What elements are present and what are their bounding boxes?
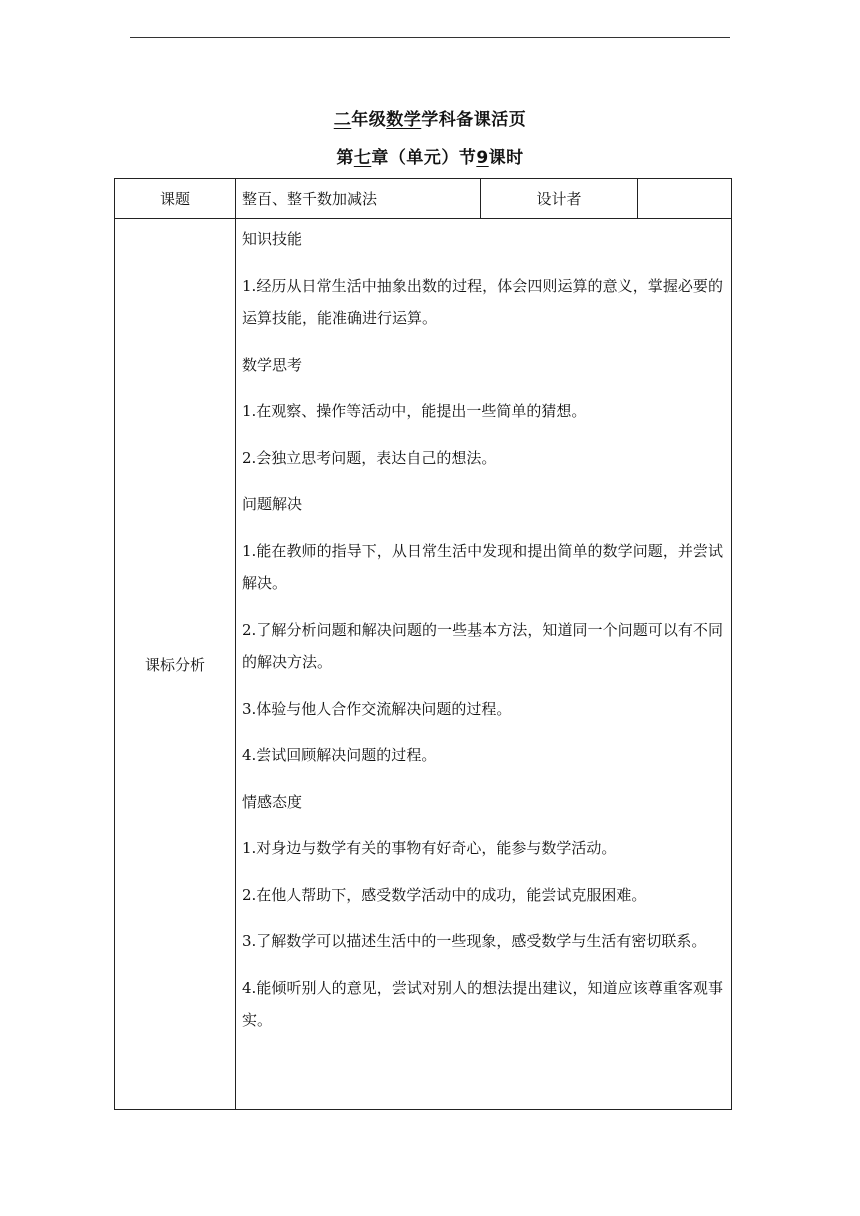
analysis-line: 数学思考: [242, 355, 303, 374]
page-title: [0, 105, 860, 130]
analysis-line: 2.会独立思考问题，表达自己的想法。: [242, 448, 497, 467]
chapter-line: [0, 143, 860, 168]
analysis-line: 1.在观察、操作等活动中，能提出一些简单的猜想。: [242, 402, 587, 420]
analysis-line: 1.能在教师的指导下，从日常生活中发现和提出简单的数学问题，并尝试解决。: [242, 541, 723, 592]
analysis-row: [115, 219, 732, 1110]
lesson-plan-table: [114, 178, 732, 1110]
topic-row: [115, 179, 732, 219]
analysis-line: 知识技能: [242, 230, 303, 248]
analysis-line: 2.在他人帮助下，感受数学活动中的成功，能尝试克服困难。: [242, 885, 647, 904]
designer-label: 设计者: [481, 179, 638, 219]
analysis-line: 问题解决: [242, 495, 303, 513]
analysis-line: 情感态度: [242, 792, 303, 811]
analysis-line: 3.体验与他人合作交流解决问题的过程。: [242, 699, 512, 718]
analysis-line: 1.经历从日常生活中抽象出数的过程，体会四则运算的意义，掌握必要的运算技能，能准确进行运算。: [242, 276, 723, 327]
header-rule: [130, 37, 730, 38]
topic-label: 课题: [115, 179, 236, 219]
analysis-content: [236, 219, 732, 1110]
analysis-label: 课标分析: [115, 219, 236, 1110]
chapter-value: 七: [353, 148, 372, 168]
topic-value: 整百、整千数加减法: [236, 179, 481, 219]
analysis-line: 4.能倾听别人的意见，尝试对别人的想法提出建议，知道应该尊重客观事实。: [242, 978, 723, 1029]
grade-value: 二: [333, 110, 352, 130]
analysis-line: 3.了解数学可以描述生活中的一些现象，感受数学与生活有密切联系。: [242, 932, 707, 950]
grade-suffix: 年级: [351, 110, 387, 130]
chapter-prefix: 第: [336, 148, 354, 168]
lesson-suffix: 课时: [488, 148, 524, 168]
analysis-line: 4.尝试回顾解决问题的过程。: [242, 746, 437, 764]
analysis-line: 1.对身边与数学有关的事物有好奇心，能参与数学活动。: [242, 839, 617, 857]
analysis-line: 2.了解分析问题和解决问题的一些基本方法，知道同一个问题可以有不同的解决方法。: [242, 620, 723, 671]
designer-value: [638, 179, 732, 219]
chapter-mid: 章（单元）节: [371, 148, 477, 168]
subject-value: 数学: [386, 110, 422, 130]
title-suffix: 学科备课活页: [421, 110, 527, 130]
lesson-value: 9: [476, 148, 489, 168]
